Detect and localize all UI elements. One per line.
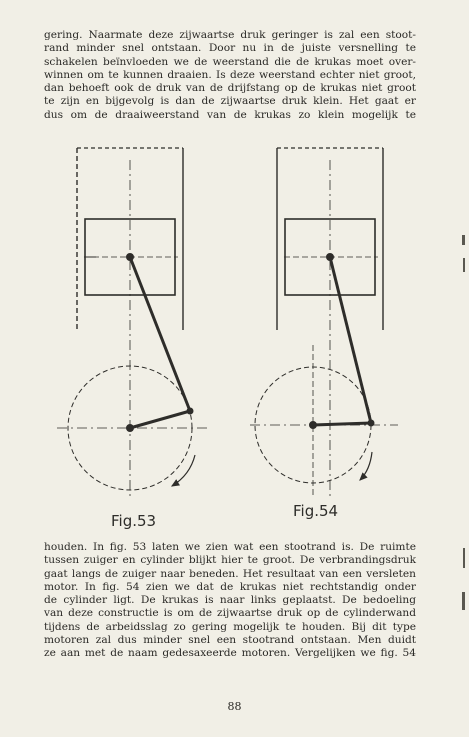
crank-arm <box>130 411 190 428</box>
text-line: gaat langs de zuiger naar beneden. Het resultaat van een versleten <box>44 567 416 580</box>
piston-pin <box>327 254 334 261</box>
text-line: van deze constructie is om de zijwaartse druk op de cylinderwand <box>44 607 416 620</box>
crank-pin <box>368 420 374 426</box>
text-line: motoren zal dus minder snel een stootrand ontstaan. Men duidt <box>44 634 416 647</box>
connecting-rod <box>330 257 371 423</box>
text-line: gering. Naarmate deze zijwaartse druk geringer is zal een stoot- <box>44 29 416 41</box>
fig54-caption: Fig.54 <box>293 502 339 520</box>
text-line: schakelen beïnvloeden we de weerstand die de krukas moet over- <box>44 55 416 68</box>
text-line: rand minder snel ontstaan. Door nu in de juiste versnelling te <box>44 42 416 55</box>
text-line: dan behoeft ook de druk van de drijfstang op de krukas niet groot <box>44 82 416 95</box>
crankshaft-center <box>310 422 317 429</box>
text-line: motor. In fig. 54 zien we dat de krukas niet rechtstandig onder <box>44 580 416 593</box>
scan-mark <box>462 592 465 610</box>
text-line: dus om de draaiweerstand van de krukas zo klein mogelijk te <box>44 108 416 121</box>
text-line: de cylinder ligt. De krukas is naar links geplaatst. De bedoeling <box>44 594 416 607</box>
text-line: tussen zuiger en cylinder blijkt hier te groot. De verbrandingsdruk <box>44 554 416 567</box>
text-line: houden. In fig. 53 laten we zien wat een stootrand is. De ruimte <box>44 541 416 553</box>
fig53-caption: Fig.53 <box>111 512 157 530</box>
fig53-diagram <box>57 148 210 530</box>
text-line: tijdens de arbeidsslag zo gering mogelijk te houden. Bij dit type <box>44 620 416 633</box>
text-line: ze aan met de naam gedesaxeerde motoren. Vergelijken we fig. 54 <box>44 647 416 660</box>
page-number: 88 <box>227 700 242 713</box>
scan-mark <box>463 548 465 568</box>
text-line: winnen om te kunnen draaien. Is deze weerstand echter niet groot, <box>44 68 416 81</box>
fig54-diagram <box>250 148 398 520</box>
crankshaft-center <box>127 425 134 432</box>
scan-mark <box>462 235 465 245</box>
piston-pin <box>127 254 134 261</box>
connecting-rod <box>130 257 190 411</box>
crank-pin <box>187 408 193 414</box>
paragraph-bottom <box>44 541 416 661</box>
text-line: te zijn en bijgevolg is dan de zijwaartse druk klein. Het gaat er <box>44 95 416 108</box>
scan-mark <box>463 258 465 272</box>
crank-arm <box>313 423 371 425</box>
